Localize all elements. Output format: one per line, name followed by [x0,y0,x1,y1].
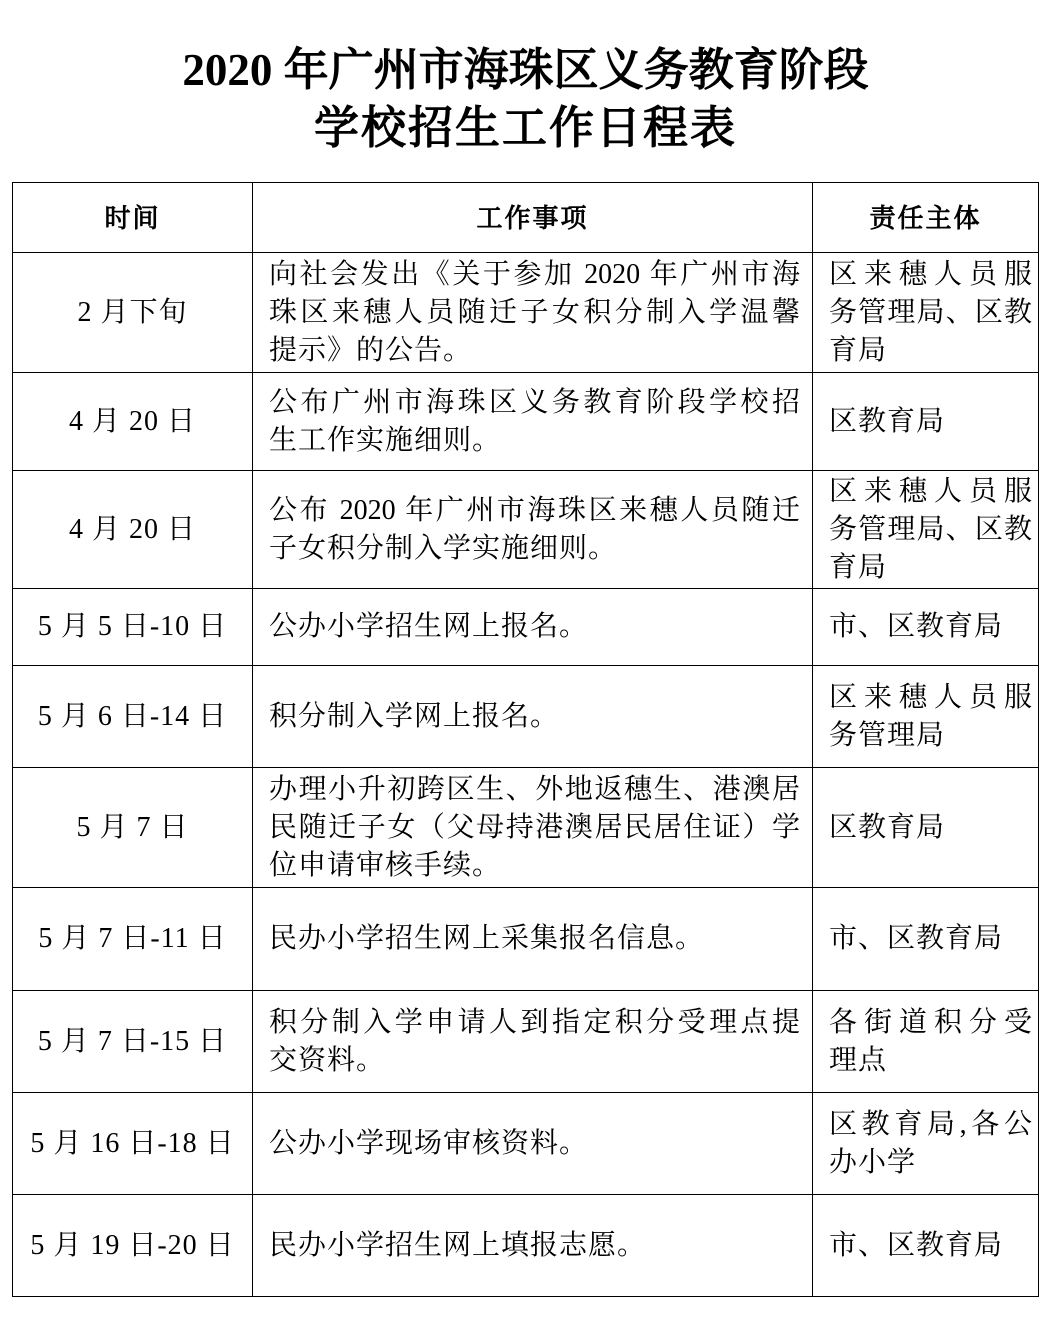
task-cell [253,768,813,888]
table-row [13,991,1039,1093]
owner-line: 办小学 [829,1146,917,1178]
owner-line: 务管理局、区教 [829,513,1032,545]
task-line: 民随迁子女（父母持港澳居民居住证）学 [269,811,800,843]
task-line: 公办小学现场审核资料。 [269,1127,589,1159]
time-cell: 4 月 20 日 [13,373,253,471]
time-cell: 5 月 6 日-14 日 [13,666,253,768]
task-line: 民办小学招生网上采集报名信息。 [269,923,705,954]
table-row [13,471,1039,589]
schedule-table [12,182,1039,1297]
owner-line: 区来穗人员服 [829,681,1032,713]
owner-line: 育局 [829,334,888,366]
time-cell: 5 月 7 日-15 日 [13,991,253,1093]
owner-line: 务管理局 [829,719,946,751]
task-line: 公布 2020 年广州市海珠区来穗人员随迁 [269,494,800,526]
task-line: 生工作实施细则。 [269,424,502,456]
task-cell [253,373,813,471]
owner-line: 区教育局 [829,405,946,437]
table-row [13,666,1039,768]
task-line: 公办小学招生网上报名。 [269,611,589,642]
task-line: 交资料。 [269,1044,386,1076]
time-cell: 5 月 7 日-11 日 [13,888,253,991]
task-line: 向社会发出《关于参加 2020 年广州市海 [269,258,800,290]
owner-line: 区来穗人员服 [829,258,1032,290]
owner-cell [813,253,1039,373]
owner-line: 市、区教育局 [829,1229,1004,1261]
task-cell [253,589,813,666]
header-row [13,183,1039,253]
header-time: 时间 [13,183,253,253]
task-line: 公布广州市海珠区义务教育阶段学校招 [269,386,800,418]
task-line: 积分制入学网上报名。 [269,700,560,732]
time-cell: 2 月下旬 [13,253,253,373]
task-line: 积分制入学申请人到指定积分受理点提 [269,1006,800,1038]
document-title-line1: 2020 年广州市海珠区义务教育阶段 [182,45,869,95]
owner-line: 理点 [829,1044,888,1076]
owner-line: 区教育局 [829,811,946,843]
task-cell [253,1195,813,1297]
owner-line: 务管理局、区教 [829,296,1032,328]
task-cell [253,1093,813,1195]
task-line: 位申请审核手续。 [269,849,502,881]
table-row [13,253,1039,373]
task-cell [253,253,813,373]
task-line: 办理小升初跨区生、外地返穗生、港澳居 [269,773,800,805]
time-cell: 5 月 16 日-18 日 [13,1093,253,1195]
task-line: 子女积分制入学实施细则。 [269,532,618,564]
owner-line: 市、区教育局 [829,923,1004,954]
task-line: 民办小学招生网上填报志愿。 [269,1229,647,1261]
owner-line: 各街道积分受 [829,1006,1032,1038]
task-cell [253,888,813,991]
time-cell: 5 月 7 日 [13,768,253,888]
table-row [13,1195,1039,1297]
header-task: 工作事项 [253,183,813,253]
table-row [13,768,1039,888]
owner-line: 区教育局,各公 [829,1108,1032,1140]
time-cell: 5 月 19 日-20 日 [13,1195,253,1297]
table-row [13,1093,1039,1195]
task-line: 珠区来穗人员随迁子女积分制入学温馨 [269,296,800,328]
task-line: 提示》的公告。 [269,334,473,366]
task-cell [253,471,813,589]
table-row [13,373,1039,471]
document-title [0,41,1051,157]
header-owner: 责任主体 [813,183,1039,253]
table-row [13,589,1039,666]
owner-cell [813,888,1039,991]
owner-cell [813,991,1039,1093]
document-title-line2: 学校招生工作日程表 [313,103,737,153]
owner-cell [813,768,1039,888]
owner-cell [813,666,1039,768]
table-row [13,888,1039,991]
owner-cell [813,589,1039,666]
owner-line: 育局 [829,551,888,583]
owner-cell [813,1195,1039,1297]
owner-line: 市、区教育局 [829,611,1004,642]
owner-line: 区来穗人员服 [829,475,1032,507]
owner-cell [813,1093,1039,1195]
time-cell: 4 月 20 日 [13,471,253,589]
time-cell: 5 月 5 日-10 日 [13,589,253,666]
task-cell [253,666,813,768]
task-cell [253,991,813,1093]
owner-cell [813,471,1039,589]
owner-cell [813,373,1039,471]
